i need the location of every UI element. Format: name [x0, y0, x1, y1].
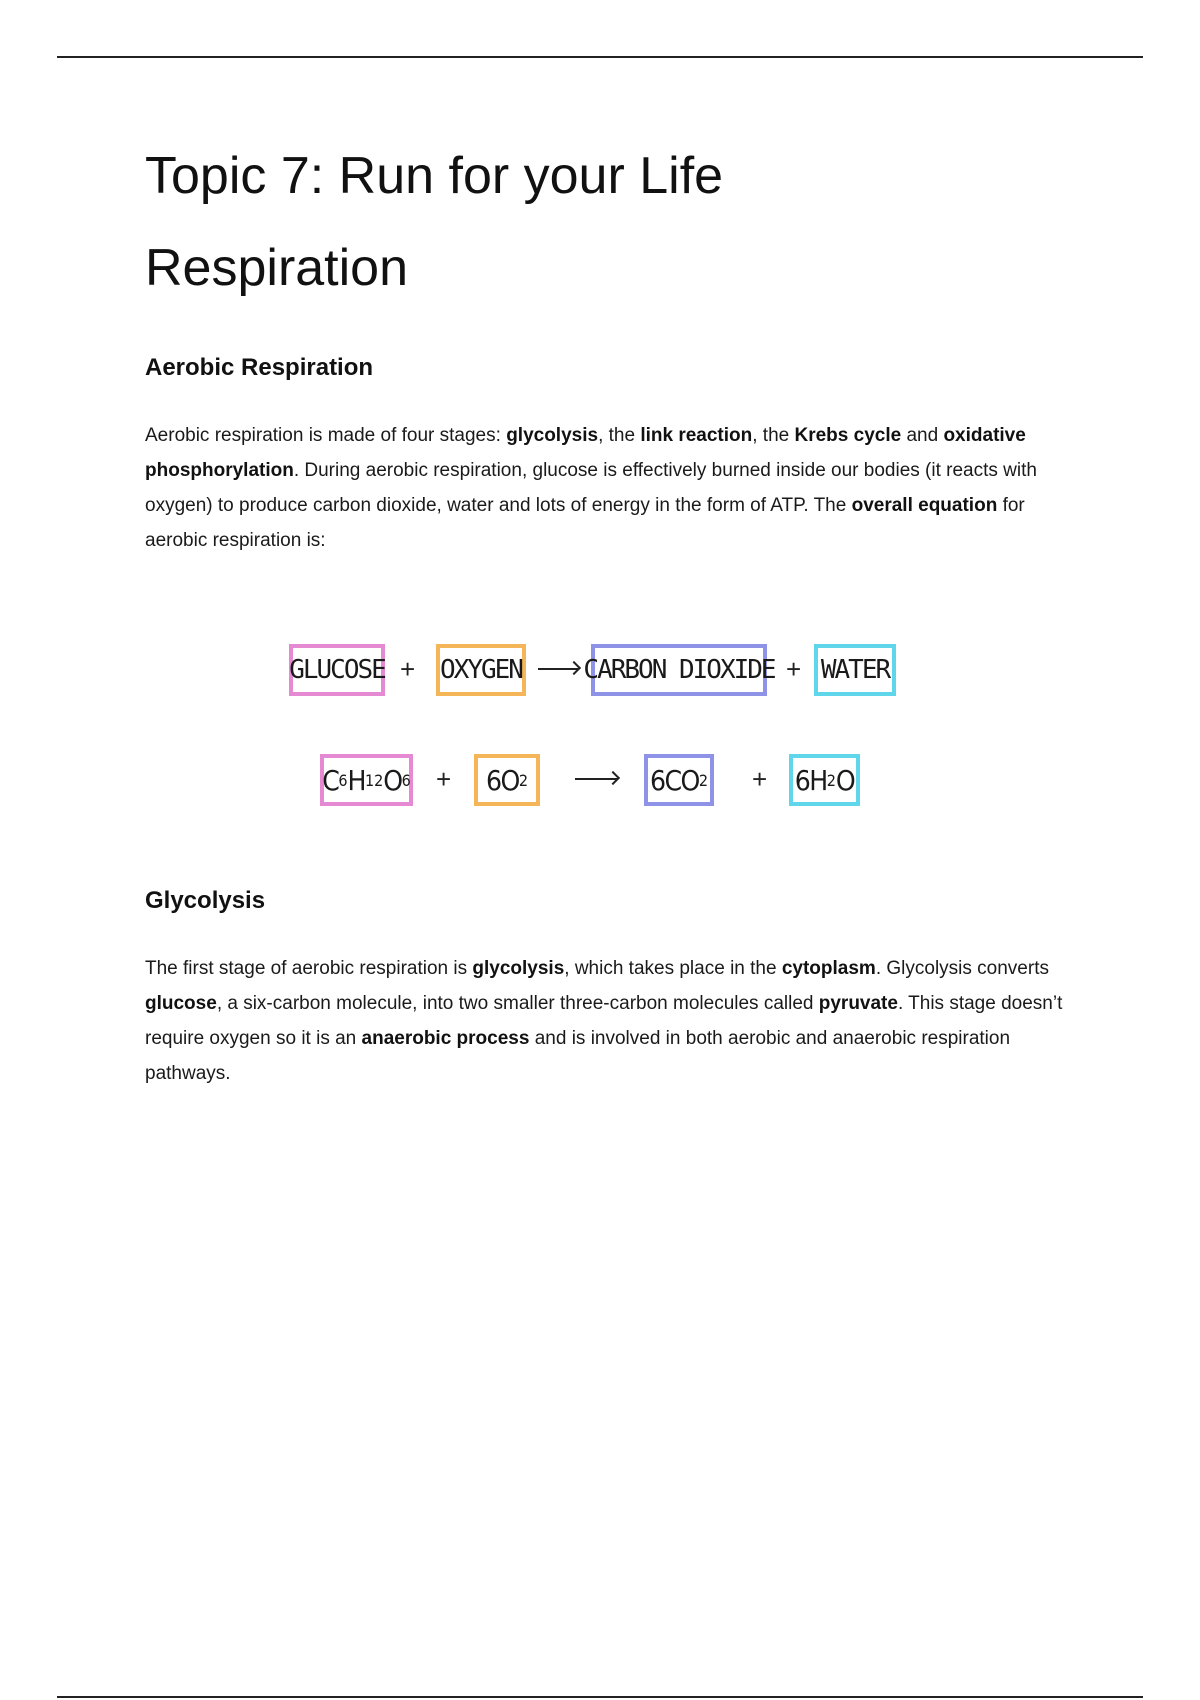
text-run: , a six-carbon molecule, into two smaller three-carbon molecules called: [216, 993, 819, 1014]
bold-term: anaerobic process: [361, 1028, 530, 1049]
bold-term: glycolysis: [472, 958, 565, 979]
bold-term: cytoplasm: [781, 958, 876, 979]
water-formula-h-count: 2: [826, 770, 836, 790]
reaction-arrow: [575, 778, 617, 780]
oxygen-word-box: OXYGEN: [436, 644, 526, 696]
text-run: , the: [598, 425, 641, 446]
bold-term: glucose: [145, 993, 217, 1014]
water-formula-h: 6H: [794, 763, 827, 797]
top-rule: [57, 56, 1143, 58]
glucose-formula-box: [320, 754, 413, 806]
bold-term: overall equation: [851, 495, 998, 516]
plus-sign: +: [786, 654, 802, 684]
oxygen-formula-box: [474, 754, 540, 806]
water-formula-o: O: [835, 763, 855, 797]
plus-sign: +: [752, 764, 768, 794]
text-run: The first stage of aerobic respiration is: [145, 958, 473, 979]
formula-equation: [0, 750, 1200, 820]
glucose-word-box: GLUCOSE: [289, 644, 385, 696]
reaction-arrow: [538, 668, 578, 670]
text-run: , which takes place in the: [564, 958, 782, 979]
water-word-box: WATER: [814, 644, 896, 696]
glucose-formula-o-count: 6: [401, 770, 411, 790]
bold-term: glycolysis: [506, 425, 599, 446]
water-formula-box: [789, 754, 860, 806]
bold-term: Krebs cycle: [794, 425, 902, 446]
oxygen-formula-main: 6O: [485, 763, 519, 797]
carbon-dioxide-word-box: CARBON DIOXIDE: [591, 644, 767, 696]
carbon-dioxide-formula-main: 6CO: [649, 763, 699, 797]
word-equation: [0, 640, 1200, 710]
aerobic-respiration-paragraph: [145, 418, 1065, 558]
glycolysis-heading: Glycolysis: [145, 887, 266, 914]
plus-sign: +: [400, 654, 416, 684]
carbon-dioxide-formula-box: [644, 754, 714, 806]
bold-term: pyruvate: [818, 993, 898, 1014]
page-title: Topic 7: Run for your Life: [145, 147, 724, 205]
bottom-rule: [57, 1696, 1143, 1698]
bold-term: link reaction: [640, 425, 753, 446]
glucose-formula-h-count: 12: [364, 770, 384, 790]
text-run: . During aerobic respiration, glucose is effectively burned inside our bodies (it reacts with oxygen) to produce carbon dioxide, water and lots of energy in the form of ATP. The: [145, 460, 1037, 516]
glucose-formula-c-count: 6: [338, 770, 348, 790]
text-run: for aerobic respiration is:: [145, 495, 1025, 551]
text-run: , the: [752, 425, 795, 446]
glucose-formula-o: O: [383, 763, 402, 797]
carbon-dioxide-formula-count: 2: [698, 770, 709, 790]
page-subtitle: Respiration: [145, 239, 409, 297]
oxygen-formula-count: 2: [518, 770, 528, 790]
glucose-formula-h: H: [347, 763, 365, 797]
glucose-formula-c: C: [322, 763, 339, 797]
text-run: and is involved in both aerobic and anaerobic respiration pathways.: [145, 1028, 1011, 1084]
plus-sign: +: [436, 764, 452, 794]
text-run: and: [901, 425, 944, 446]
text-run: . Glycolysis converts: [875, 958, 1049, 979]
glycolysis-paragraph: [145, 951, 1065, 1091]
text-run: . This stage doesn’t require oxygen so it is an: [145, 993, 1063, 1049]
aerobic-respiration-heading: Aerobic Respiration: [145, 354, 374, 381]
text-run: Aerobic respiration is made of four stages:: [145, 425, 507, 446]
bold-term: oxidative phosphorylation: [145, 425, 1026, 481]
